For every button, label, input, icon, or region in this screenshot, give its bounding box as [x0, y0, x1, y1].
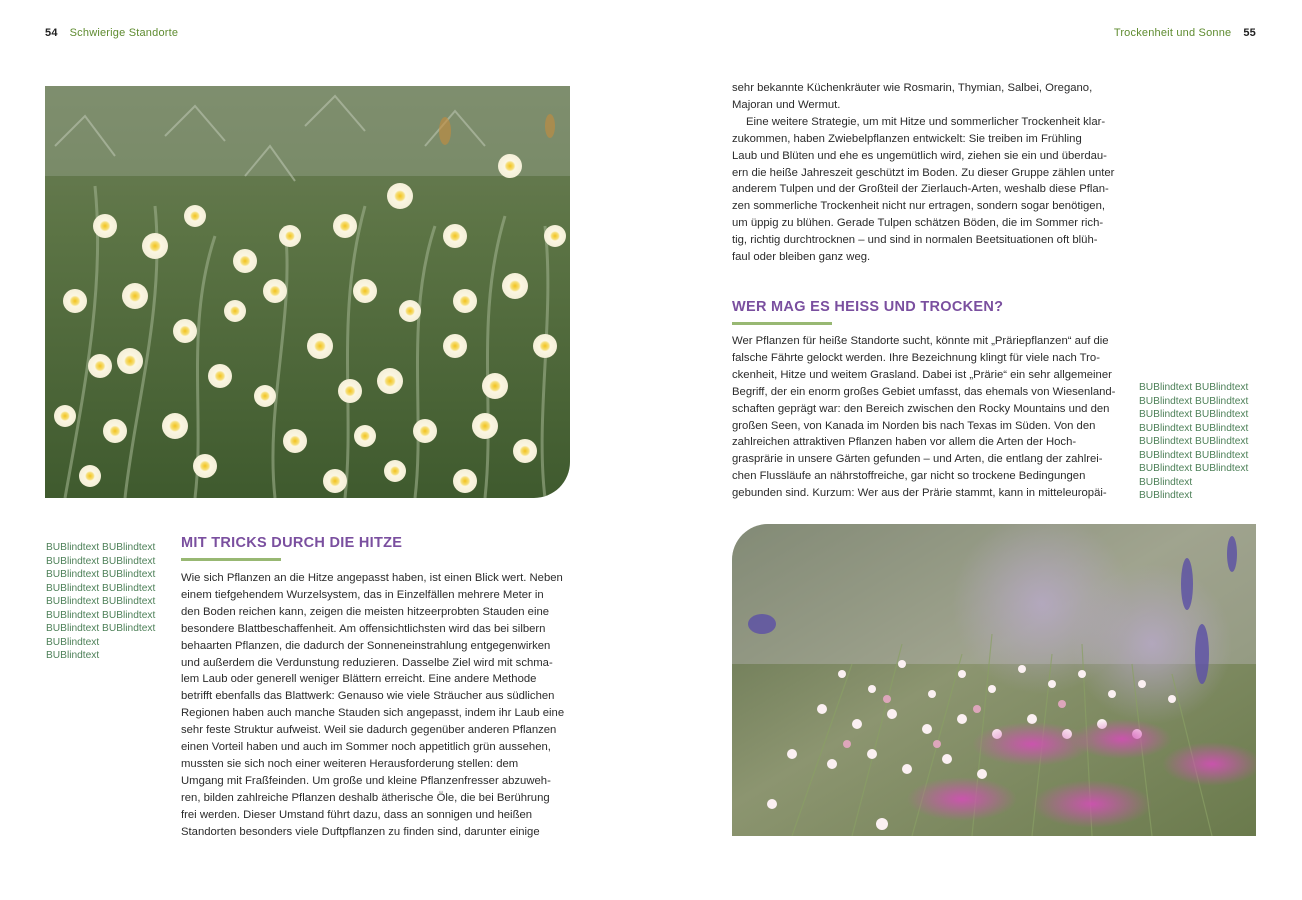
text-line: chen Flussläufe an nährstoffreiche, gar nicht so trockene Bedingungen [732, 470, 1086, 483]
text-line: einem tiefgehendem Wurzelsystem, das in Einzelfällen mehrere Meter in [181, 588, 544, 601]
running-header-right [1114, 27, 1256, 39]
heading-underline-right [732, 322, 832, 325]
page-number-left: 54 [45, 27, 58, 39]
body-text-right [732, 333, 1124, 502]
sidenote-left [46, 541, 155, 663]
text-line: und außerdem die Verdunstung reduzieren. Dasselbe Ziel wird mit schma- [181, 656, 553, 669]
body-text-right-top [732, 80, 1124, 266]
text-line: Wer Pflanzen für heiße Standorte sucht, könnte mit „Präriepflanzen“ auf die [732, 335, 1109, 347]
text-line: faul oder bleiben ganz weg. [732, 251, 871, 264]
sidenote-line: BUBlindtext BUBlindtext [46, 609, 156, 621]
sidenote-line: BUBlindtext BUBlindtext [46, 582, 156, 594]
heading-underline-left [181, 558, 281, 561]
text-line: zen sommerliche Trockenheit nicht nur ertragen, sondern sogar benötigen, [732, 200, 1106, 213]
text-line: ern die heiße Jahreszeit geschützt im Boden. Zu dieser Gruppe zählen unter [732, 166, 1115, 179]
text-line: Wie sich Pflanzen an die Hitze angepasst haben, ist einen Blick wert. Neben [181, 572, 563, 584]
sidenote-line: BUBlindtext [1139, 490, 1193, 501]
photo-daisies [732, 524, 1256, 836]
sidenote-line: BUBlindtext BUBlindtext [1139, 409, 1249, 420]
section-title-right: Trockenheit und Sonne [1113, 27, 1232, 39]
text-line: Majoran und Wermut. [732, 98, 841, 111]
sidenote-line: BUBlindtext [46, 650, 100, 661]
text-line: gebunden sind. Kurzum: Wer aus der Prärie stammt, kann in mitteleuropäi- [732, 487, 1107, 500]
page-number-right: 55 [1243, 27, 1256, 39]
text-line: den Boden reichen kann, zeigen die meisten hitzeerprobten Stauden eine [181, 605, 550, 618]
photo-white-flowers-illustration [45, 86, 570, 498]
text-line: mussten sie sich noch einer weiteren Herausforderung stellen: dem [181, 757, 519, 770]
sidenote-line: BUBlindtext BUBlindtext [1139, 422, 1249, 434]
text-line: frei werden. Dieser Umstand führt dazu, dass an sonnigen und heißen [181, 808, 533, 821]
sidenote-line: BUBlindtext BUBlindtext [1139, 449, 1249, 461]
text-line: behaarten Pflanzen, die dadurch der Sonneneinstrahlung entgegenwirken [181, 639, 551, 652]
sidenote-line: BUBlindtext BUBlindtext [1139, 382, 1249, 393]
body-text-left [181, 570, 571, 841]
text-line: betrifft ebenfalls das Blattwerk: Genauso wie viele Sträucher aus südlichen [181, 690, 555, 703]
text-line: Eine weitere Strategie, um mit Hitze und sommerlicher Trockenheit klar- [746, 115, 1106, 128]
text-line: zukommen, haben Zwiebelpflanzen entwickelt: Sie treiben im Frühling [732, 132, 1082, 145]
text-line: Standorten besonders viele Duftpflanzen zu finden sind, darunter einige [181, 825, 540, 838]
photo-daisies-illustration [732, 524, 1256, 836]
text-line: tig, richtig durchtrocknen – und sind in normalen Beetsituationen oft blüh- [732, 234, 1098, 247]
heading-wer-mag-es: WER MAG ES HEISS UND TROCKEN? [732, 299, 1004, 315]
text-line: zahlreichen attraktiven Pflanzen haben vor allem die Arten der Hoch- [732, 436, 1077, 449]
text-line: anderem Tulpen und der Großteil der Zierlauch-Arten, weshalb diese Pflan- [732, 183, 1109, 196]
sidenote-line: BUBlindtext BUBlindtext [46, 569, 156, 580]
sidenote-right [1139, 381, 1248, 503]
text-line: ren, bilden zahlreiche Pflanzen deshalb ätherische Öle, die bei Berührung [181, 791, 550, 804]
text-line: um üppig zu blühen. Gerade Tulpen schätzen Böden, die im Sommer rich- [732, 217, 1104, 230]
sidenote-line: BUBlindtext BUBlindtext [1139, 436, 1249, 447]
heading-mit-tricks: MIT TRICKS DURCH DIE HITZE [181, 535, 403, 551]
sidenote-line: BUBlindtext BUBlindtext [46, 596, 156, 607]
text-line: sehr feste Struktur aufweist. Weil sie dadurch gegenüber anderen Pflanzen [181, 724, 557, 737]
text-line: Umgang mit Fraßfeinden. Um große und kleine Pflanzenfresser abzuweh- [181, 774, 551, 787]
sidenote-line: BUBlindtext BUBlindtext [46, 623, 156, 634]
sidenote-line: BUBlindtext BUBlindtext [46, 555, 156, 567]
text-line: sehr bekannte Küchenkräuter wie Rosmarin, Thymian, Salbei, Oregano, [732, 82, 1093, 94]
sidenote-line: BUBlindtext BUBlindtext [1139, 463, 1249, 474]
text-line: Laub und Blüten und ehe es ungemütlich wird, ziehen sie ein und überdau- [732, 149, 1107, 162]
text-line: grasprärie in unsere Gärten gefunden – und Arten, die entlang der zahlrei- [732, 453, 1103, 466]
sidenote-line: BUBlindtext [1139, 476, 1193, 488]
text-line: lem Laub oder generell weniger Blättern erreicht. Eine andere Methode [181, 673, 537, 686]
running-header-left [45, 27, 178, 39]
text-line: großen Seen, von Kanada im Norden bis nach Texas im Süden. Von den [732, 419, 1096, 432]
section-title-left: Schwierige Standorte [69, 27, 179, 39]
sidenote-line: BUBlindtext BUBlindtext [1139, 395, 1249, 407]
text-line: Regionen haben auch manche Stauden sich angepasst, indem ihr Laub eine [181, 707, 565, 720]
text-line: ckenheit, Hitze und weitem Grasland. Dabei ist „Prärie“ ein sehr allgemeiner [732, 368, 1112, 381]
text-line: Begriff, der ein enorm großes Gebiet umfasst, das ehemals von Wiesenland- [732, 385, 1116, 398]
text-line: besondere Blattbeschaffenheit. Am offensichtlichsten wird das bei silbern [181, 622, 546, 635]
text-line: schaften geprägt war: den Bereich zwischen den Rocky Mountains und den [732, 402, 1110, 415]
sidenote-line: BUBlindtext BUBlindtext [46, 542, 156, 553]
photo-white-flowers [45, 86, 570, 498]
text-line: einen Vorteil haben und auch im Sommer noch appetitlich grün aussehen, [181, 741, 551, 754]
text-line: falsche Fährte gelockt werden. Ihre Bezeichnung klingt für viele nach Tro- [732, 351, 1100, 364]
sidenote-line: BUBlindtext [46, 636, 100, 648]
